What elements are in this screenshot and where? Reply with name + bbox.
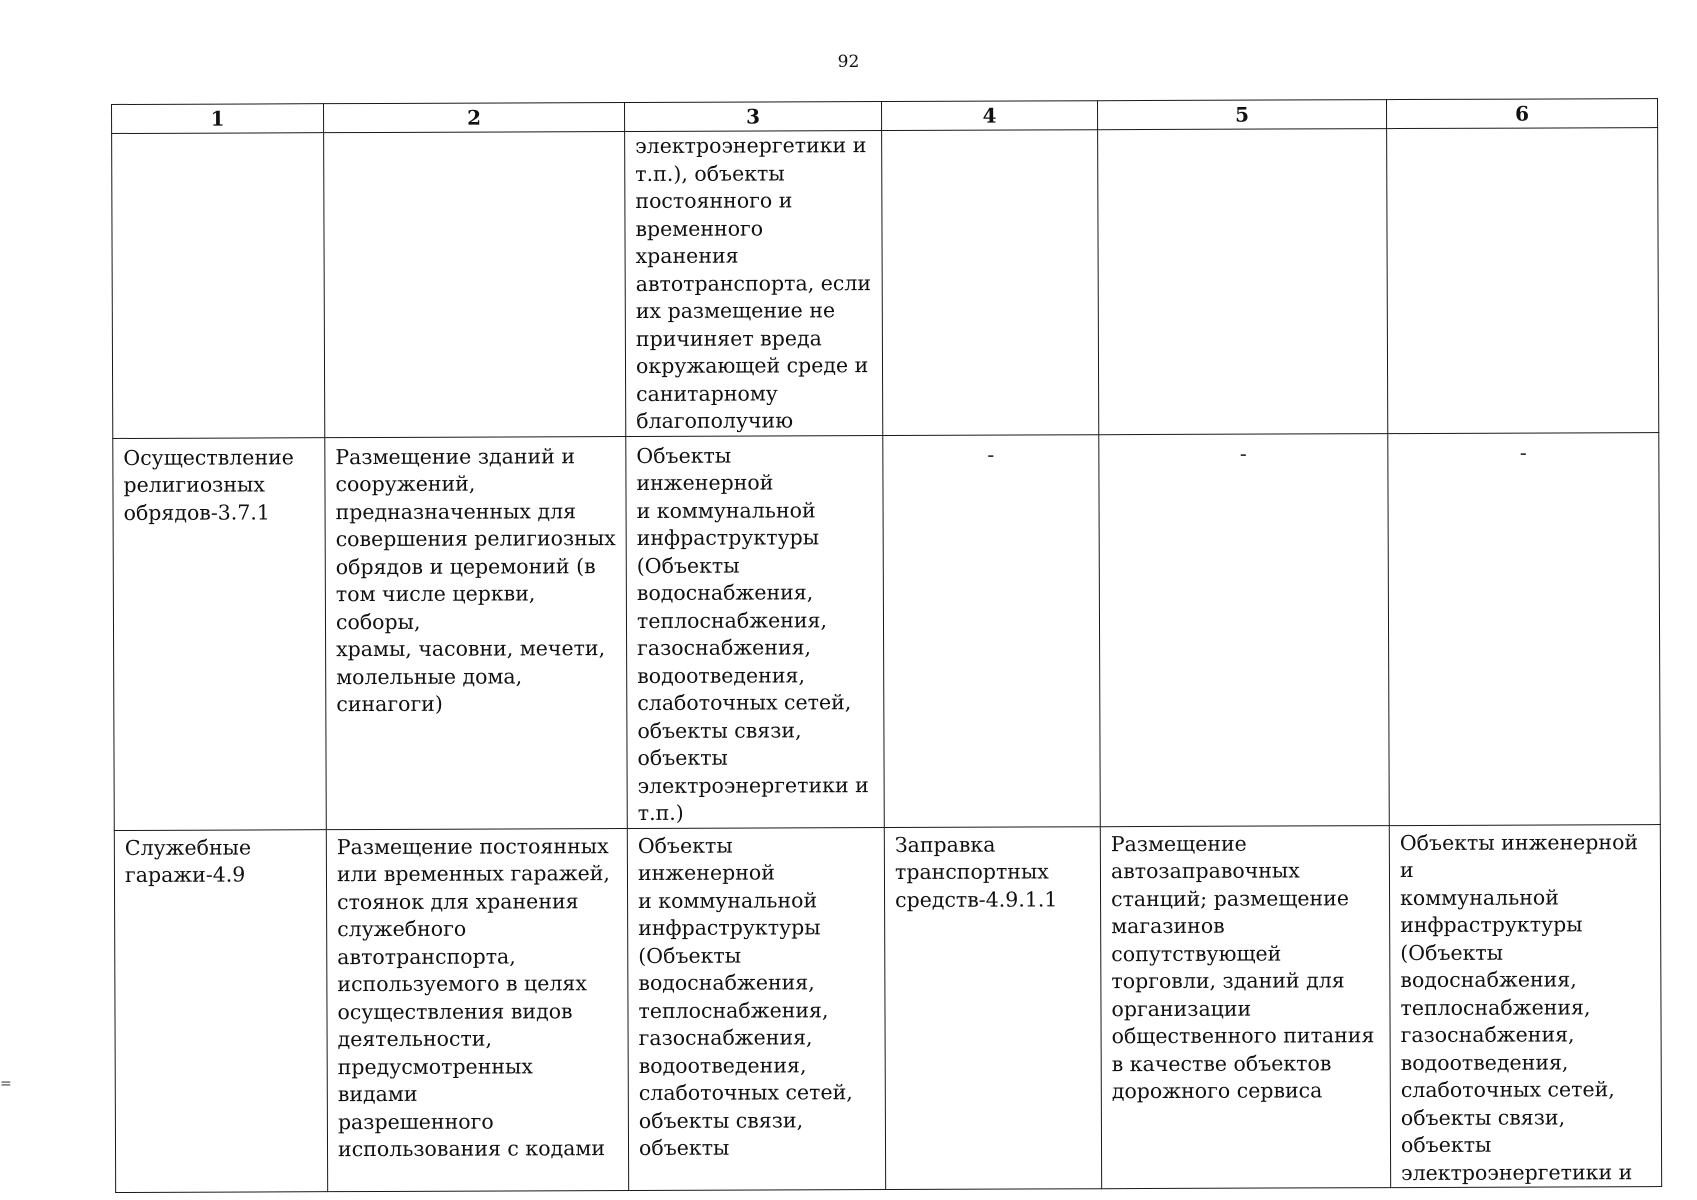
- column-header-6: 6: [1386, 99, 1657, 129]
- table-cell: [1098, 129, 1388, 435]
- margin-mark: =: [0, 1076, 12, 1092]
- table-cell: Объекты инженерной и коммунальной инфраструктуры (Объекты водоснабжения, теплоснабжения, газоснабжения, водоотведения, слаботочных сетей, объекты связи, объекты электроэнергетики и т.п.): [626, 435, 885, 828]
- table-cell: -: [1388, 432, 1661, 825]
- column-header-5: 5: [1097, 100, 1386, 130]
- table-cell: Размещение зданий и сооружений, предназначенных для совершения религиозных обрядов и церемоний (в том числе церкви, соборы, храмы, часовни, мечети, молельные дома, синагоги): [325, 436, 628, 829]
- table-row-religious-rites: [113, 432, 1660, 830]
- column-header-4: 4: [881, 101, 1097, 131]
- table-cell: Объекты инженерной и коммунальной инфраструктуры (Объекты водоснабжения, теплоснабжения, газоснабжения, водоотведения, слаботочных сетей, объекты связи, объекты: [627, 827, 885, 1190]
- table-cell: -: [883, 434, 1101, 827]
- table-cell: [882, 130, 1099, 435]
- table-cell: Служебные гаражи-4.9: [114, 829, 327, 1192]
- table-row-service-garages: [114, 824, 1661, 1192]
- table-cell: Размещение автозаправочных станций; размещение магазинов сопутствующей торговли, зданий для организации общественного питания в качестве объектов дорожного сервиса: [1100, 825, 1390, 1189]
- table-cell: Осуществление религиозных обрядов-3.7.1: [113, 437, 327, 830]
- column-header-1: 1: [112, 104, 324, 134]
- table-cell: [112, 133, 325, 438]
- table-cell: [324, 132, 626, 438]
- table-cell: Объекты инженерной и коммунальной инфраструктуры (Объекты водоснабжения, теплоснабжения, газоснабжения, водоотведения, слаботочных сетей, объекты связи, объекты электроэнергетики и: [1389, 824, 1661, 1188]
- table-cell: Заправка транспортных средств-4.9.1.1: [884, 826, 1101, 1189]
- column-header-3: 3: [624, 102, 881, 132]
- table-cell: [1387, 128, 1659, 434]
- page-number: 92: [837, 52, 860, 72]
- table-row-continuation: [112, 128, 1659, 438]
- land-use-table: [111, 98, 1662, 1193]
- table-cell: Размещение постоянных или временных гаражей, стоянок для хранения служебного автотранспорта, используемого в целях осуществления видов деятельности, предусмотренных видами разрешенного использования с кодами: [326, 828, 628, 1192]
- column-header-2: 2: [324, 103, 625, 133]
- table-cell: электроэнергетики и т.п.), объекты постоянного и временного хранения автотранспорта, если их размещение не причиняет вреда окружающей среде и санитарному благополучию: [625, 131, 883, 436]
- table-cell: -: [1099, 433, 1390, 826]
